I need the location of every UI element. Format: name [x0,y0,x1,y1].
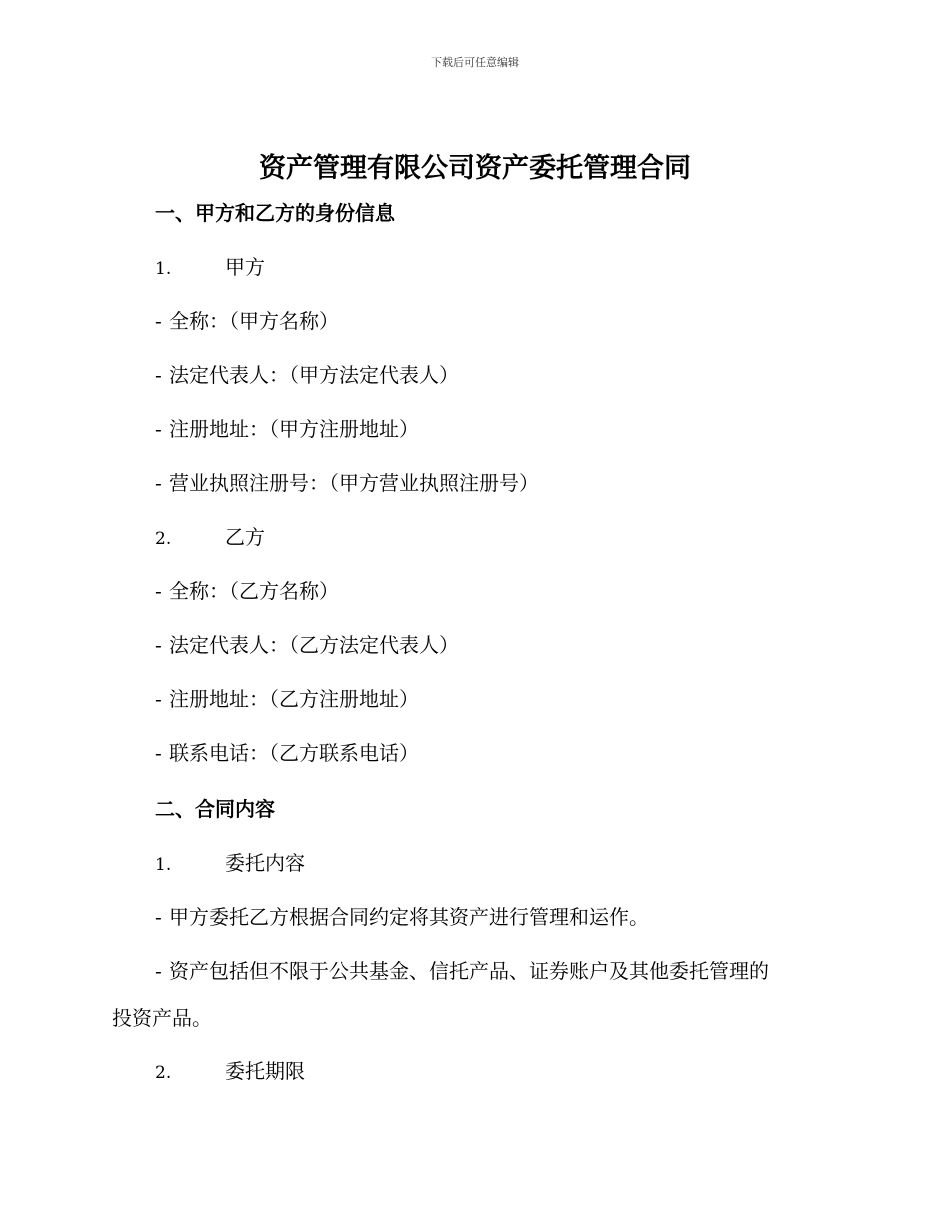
list-dash: - [155,471,162,495]
party-a-field-representative [155,360,459,390]
party-b-field-phone [155,738,419,768]
field-text: 全称：（甲方名称） [169,309,339,333]
party-a-heading [155,252,265,284]
party-b-field-address [155,684,419,714]
party-b-field-name [155,576,339,606]
party-a-field-name [155,306,339,336]
item-2-label: 委托期限 [225,1059,305,1083]
party-b-number: 2. [155,529,172,549]
item-1-label: 委托内容 [225,851,305,875]
party-b-label: 乙方 [225,525,265,549]
item-1-heading [155,848,305,880]
party-b-field-representative [155,630,459,660]
item-1-line-1 [155,902,649,932]
item-2-heading [155,1056,305,1088]
section-heading-2: 二、合同内容 [155,797,275,821]
field-text: 法定代表人：（乙方法定代表人） [169,633,459,657]
list-dash: - [155,905,162,929]
party-a-label: 甲方 [225,255,265,279]
list-dash: - [155,417,162,441]
paragraph-text: 甲方委托乙方根据合同约定将其资产进行管理和运作。 [169,905,649,929]
party-b-heading [155,522,265,554]
list-dash: - [155,309,162,333]
section-heading-1: 一、甲方和乙方的身份信息 [155,201,395,225]
paragraph-text: 资产包括但不限于公共基金、信托产品、证券账户及其他委托管理的 [169,959,769,983]
field-text: 注册地址：（乙方注册地址） [169,687,419,711]
list-dash: - [155,579,162,603]
list-dash: - [155,687,162,711]
field-text: 营业执照注册号：（甲方营业执照注册号） [169,471,539,495]
party-a-field-address [155,414,419,444]
item-1-line-2 [155,956,769,986]
field-text: 注册地址：（甲方注册地址） [169,417,419,441]
party-a-field-license [155,468,539,498]
party-a-number: 1. [155,259,172,279]
header-note: 下载后可任意编辑 [431,56,519,69]
item-1-line-3: 投资产品。 [112,1006,212,1030]
item-1-number: 1. [155,855,172,875]
list-dash: - [155,363,162,387]
list-dash: - [155,633,162,657]
list-dash: - [155,959,162,983]
field-text: 联系电话：（乙方联系电话） [169,741,419,765]
field-text: 法定代表人：（甲方法定代表人） [169,363,459,387]
page-title: 资产管理有限公司资产委托管理合同 [259,153,691,184]
item-2-number: 2. [155,1063,172,1083]
list-dash: - [155,741,162,765]
field-text: 全称：（乙方名称） [169,579,339,603]
